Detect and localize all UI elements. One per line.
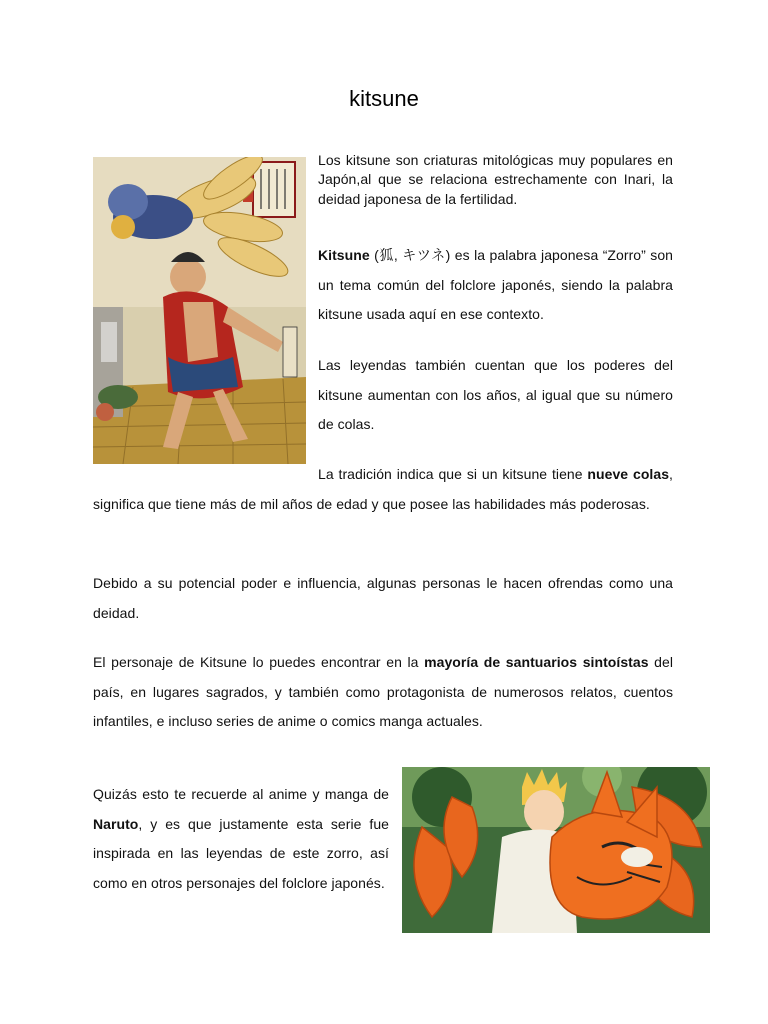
shrines-text-a: El personaje de Kitsune lo puedes encontrar en la: [93, 654, 425, 670]
shrines-text-b: del país, en lugares sagrados, y también como protagonista de numerosos relatos, cuentos infantiles, e incluso series de anime o comics manga actuales.: [93, 654, 673, 729]
document-title: kitsune: [349, 86, 419, 111]
naruto-kurama-image: [402, 767, 710, 933]
legends-paragraph: Las leyendas también cuentan que los poderes del kitsune aumentan con los años, al igual que su número de colas.: [318, 357, 673, 432]
offerings-paragraph: Debido a su potencial poder e influencia, algunas personas le hacen ofrendas como una deidad.: [93, 575, 673, 621]
shrines-paragraph: [93, 648, 673, 737]
nine-tails-text-b: , significa que tiene más de mil años de edad y que posee las habilidades más poderosas.: [93, 466, 673, 512]
definition-text: (狐, キツネ) es la palabra japonesa “Zorro” son un tema común del folclore japonés, siendo la palabra kitsune usada aquí en ese contexto.: [318, 247, 673, 322]
naruto-text-a: Quizás esto te recuerde al anime y manga de: [93, 786, 389, 802]
naruto-term: Naruto: [93, 815, 139, 832]
nine-tails-paragraph: [93, 460, 673, 519]
nine-tails-term: nueve colas: [587, 466, 670, 482]
kitsune-woodblock-image: [93, 157, 306, 464]
naruto-paragraph: [93, 780, 389, 898]
shrines-term: mayoría de santuarios sintoístas: [424, 654, 649, 670]
intro-paragraph: Los kitsune son criaturas mitológicas muy populares en Japón,al que se relaciona estrechamente con Inari, la deidad japonesa de la fertilidad.: [318, 152, 673, 207]
kitsune-definition-paragraph: [318, 241, 673, 330]
nine-tails-text-a: La tradición indica que si un kitsune tiene: [318, 466, 588, 482]
kitsune-term: Kitsune: [318, 247, 370, 263]
naruto-text-b: , y es que justamente esta serie fue inspirada en las leyendas de este zorro, así como en otros personajes del folclore japonés.: [93, 815, 389, 891]
